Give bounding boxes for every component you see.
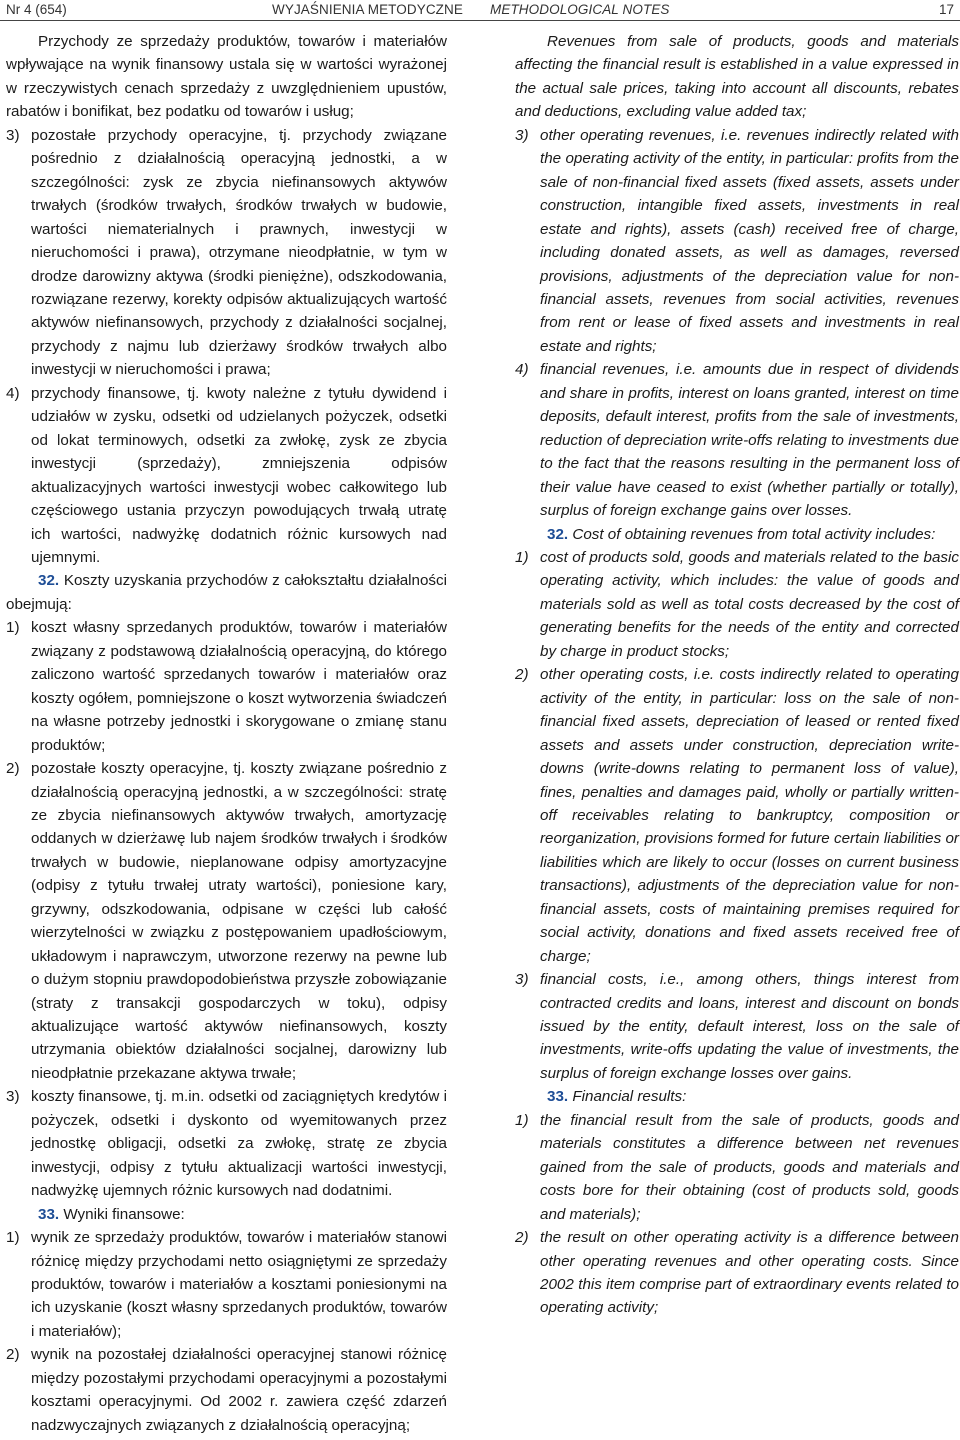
section-text: Financial results: bbox=[572, 1088, 687, 1106]
section-number: 33. bbox=[547, 1088, 569, 1106]
list-item-32-2 bbox=[515, 663, 959, 968]
list-item-33-2 bbox=[515, 1226, 959, 1320]
list-item-33-2 bbox=[6, 1343, 447, 1437]
list-label: 1) bbox=[515, 1111, 529, 1129]
list-label: 3) bbox=[6, 126, 20, 144]
header-title-pl: WYJAŚNIENIA METODYCZNE bbox=[272, 2, 463, 17]
list-text: koszty finansowe, tj. m.in. odsetki od zaciągniętych kredytów i pożyczek, odsetki i dyskonto od wyemitowanych przez jednostkę obligacji, odsetki za zwłokę, stratę ze zbycia inwestycji, odpisy z tytułu aktualizacji wartości inwestycji, nadwyżkę ujemnych różnic kursowych nad dodatnimi. bbox=[31, 1088, 447, 1200]
list-item-4 bbox=[515, 358, 959, 522]
list-text: wynik na pozostałej działalności operacyjnej stanowi różnicę między pozostałymi przychodami operacyjnymi a pozostałymi kosztami operacyjnymi. Od 2002 r. zawiera część zdarzeń nadzwyczajnych związanych z działalnością operacyjną; bbox=[31, 1346, 447, 1434]
list-text: koszt własny sprzedanych produktów, towarów i materiałów związany z podstawową działalnością operacyjną, do którego zaliczono wartość sprzedanych towarów i materiałów oraz koszty ogółem, pomniejszone o koszt wytworzenia świadczeń na własne potrzeby jednostki i skorygowane o zmianę stanu produktów; bbox=[31, 619, 447, 754]
list-text: financial costs, i.e., among others, things interest from contracted credits and loans, interest and discount on bonds issued by the entity, default interest, loss on the sale of investments, write-offs updating the value of investments, the surplus of foreign exchange losses over gains. bbox=[540, 971, 959, 1082]
list-label: 1) bbox=[6, 619, 20, 637]
list-item-3 bbox=[515, 124, 959, 359]
list-item-32-1 bbox=[6, 616, 447, 757]
list-text: cost of products sold, goods and materials related to the basic operating activity, which includes: the value of goods and materials sold as well as total costs decreased by the cost of generating benefits for the needs of the entity and corrected by charge in product stocks; bbox=[540, 548, 959, 660]
list-label: 3) bbox=[515, 126, 529, 144]
list-item-32-2 bbox=[6, 757, 447, 1085]
section-32-heading bbox=[515, 523, 959, 546]
paragraph-revenues-intro: Revenues from sale of products, goods and materials affecting the financial result is established in a value expressed in the actual sale prices, taking into account all discounts, rebates and deductions, excluding value added tax; bbox=[515, 33, 959, 121]
list-text: pozostałe przychody operacyjne, tj. przychody związane pośrednio z działalnością operacyjną jednostki, a w szczególności: zysk ze zbycia niefinansowych aktywów trwałych (środków trwałych, środków trwałych w budowie, wartości niematerialnych i prawnych, inwestycji w nieruchomości i prawa), otrzymane nieodpłatnie, w tym w drodze darowizny aktywa (środki pieniężne), odszkodowania, rozwiązane rezerwy, korekty odpisów aktualizujących wartość aktywów niefinansowych, przychody z działalności socjalnej, przychody z najmu lub dzierżawy środków trwałych albo inwestycji w nieruchomości i prawa; bbox=[31, 126, 447, 379]
list-label: 3) bbox=[6, 1088, 20, 1106]
list-item-32-1 bbox=[515, 546, 959, 663]
list-label: 2) bbox=[6, 1346, 20, 1364]
section-number: 32. bbox=[547, 525, 569, 543]
list-text: pozostałe koszty operacyjne, tj. koszty związane pośrednio z działalnością operacyjną jednostki, a w szczególności: stratę ze zbycia niefinansowych aktywów trwałych, amortyzację oddanych w dzierżawę lub najem środków trwałych i środków trwałych w budowie, nieplanowane odpisy amortyzacyjne (odpisy z tytułu trwałej utraty wartości), poniesione kary, grzywny, odszkodowania, odpisane w części lub całość wierzytelności w związku z postępowaniem upadłościowym, układowym i naprawczym, utworzone rezerwy na pewne lub o dużym stopniu prawdopodobieństwa przyszłe zobowiązanie (straty z transakcji gospodarczych w toku), odpisy aktualizujące wartość aktywów niefinansowych, koszty utrzymania obiektów działalności socjalnej, darowizny lub nieodpłatnie przekazane aktywa trwałe; bbox=[31, 760, 447, 1082]
list-label: 2) bbox=[515, 666, 529, 684]
list-text: przychody finansowe, tj. kwoty należne z tytułu dywidend i udziałów w zysku, odsetki od udzielanych pożyczek, odsetki od lokat terminowych, odsetki za zwłokę, zysk ze zbycia inwestycji (sprzedaży), zmniejszenia odpisów aktualizacyjnych wartości inwestycji wobec całkowitego lub częściowego ustania przyczyn powodujących trwałą utratę ich wartości, nadwyżkę dodatnich różnic kursowych nad ujemnymi. bbox=[31, 384, 447, 566]
section-33-heading bbox=[515, 1085, 959, 1108]
section-text: Wyniki finansowe: bbox=[63, 1205, 185, 1223]
section-text: Koszty uzyskania przychodów z całokształtu działalności obejmują: bbox=[6, 572, 447, 613]
header-title-en: METHODOLOGICAL NOTES bbox=[490, 2, 670, 17]
section-number: 33. bbox=[38, 1205, 60, 1223]
list-label: 2) bbox=[515, 1229, 529, 1247]
section-33-heading bbox=[6, 1203, 447, 1226]
list-text: other operating revenues, i.e. revenues indirectly related with the operating activity of the entity, in particular: profits from the sale of non-financial fixed assets (fixed assets, assets under construction, intangible fixed assets, investments in real estate and rights), assets (cash) received free of charge, including donated assets, as well as damages, reversed provisions, adjustments of the depreciation value for non-financial assets, revenues from social activities, revenues from rent or lease of fixed assets and investments in real estate and rights; bbox=[540, 126, 959, 355]
list-item-4 bbox=[6, 382, 447, 570]
section-text: Cost of obtaining revenues from total activity includes: bbox=[572, 525, 936, 543]
page-header bbox=[0, 0, 960, 20]
list-text: the result on other operating activity is a difference between other operating revenues and other operating costs. Since 2002 this item comprise part of extraordinary events related to operating activity; bbox=[540, 1229, 959, 1317]
section-number: 32. bbox=[38, 572, 60, 590]
list-label: 1) bbox=[515, 548, 529, 566]
list-label: 1) bbox=[6, 1229, 20, 1247]
list-item-32-3 bbox=[515, 968, 959, 1085]
list-item-32-3 bbox=[6, 1085, 447, 1202]
page-number: 17 bbox=[938, 2, 954, 17]
issue-number: Nr 4 (654) bbox=[6, 2, 67, 17]
list-item-3 bbox=[6, 124, 447, 382]
polish-column bbox=[6, 30, 447, 1437]
list-label: 2) bbox=[6, 760, 20, 778]
list-text: financial revenues, i.e. amounts due in respect of dividends and share in profits, interest on loans granted, interest on time deposits, default interest, profits from the sale of investments, reduction of depreciation write-offs relating to investments due to the fact that the reasons resulting in the permanent loss of their value have ceased to exist (whether partially or totally), surplus of foreign exchange gains over losses. bbox=[540, 361, 959, 520]
list-text: wynik ze sprzedaży produktów, towarów i materiałów stanowi różnicę między przychodami netto osiągniętymi ze sprzedaży produktów, towarów i materiałów a kosztami poniesionymi na ich uzyskanie (koszt własny sprzedanych produktów, towarów i materiałów); bbox=[31, 1229, 447, 1340]
list-label: 3) bbox=[515, 971, 529, 989]
list-text: other operating costs, i.e. costs indirectly related to operating activity of the entity, in particular: loss on the sale of non-financial fixed assets, depreciation of leased or rented fixed assets and assets under construction, depreciation write-downs (write-downs relating to permanent loss of value), fines, penalties and damages paid, wholly or partially written-off receivables relating to bankruptcy, composition or reorganization, provisions formed for future certain liabilities or liabilities which are likely to occur (losses on current business transactions), adjustments of the depreciation value for non-financial assets, costs of maintaining premises required for social activity, donations and fixed assets received free of charge; bbox=[540, 666, 959, 965]
section-32-heading bbox=[6, 569, 447, 616]
paragraph-revenues-intro: Przychody ze sprzedaży produktów, towarów i materiałów wpływające na wynik finansowy ustala się w wartości wyrażonej w rzeczywistych cenach sprzedaży z uwzględnieniem upustów, rabatów i bonifikat, bez podatku od towarów i usług; bbox=[6, 33, 447, 121]
list-item-33-1 bbox=[6, 1226, 447, 1343]
list-text: the financial result from the sale of products, goods and materials constitutes a difference between net revenues gained from the sale of products, goods and materials and costs bore for their obtaining (cost of products sold, goods and materials); bbox=[540, 1111, 959, 1223]
list-label: 4) bbox=[6, 384, 20, 402]
list-item-33-1 bbox=[515, 1109, 959, 1226]
english-column bbox=[515, 30, 959, 1320]
list-label: 4) bbox=[515, 361, 529, 379]
header-divider bbox=[0, 20, 960, 21]
